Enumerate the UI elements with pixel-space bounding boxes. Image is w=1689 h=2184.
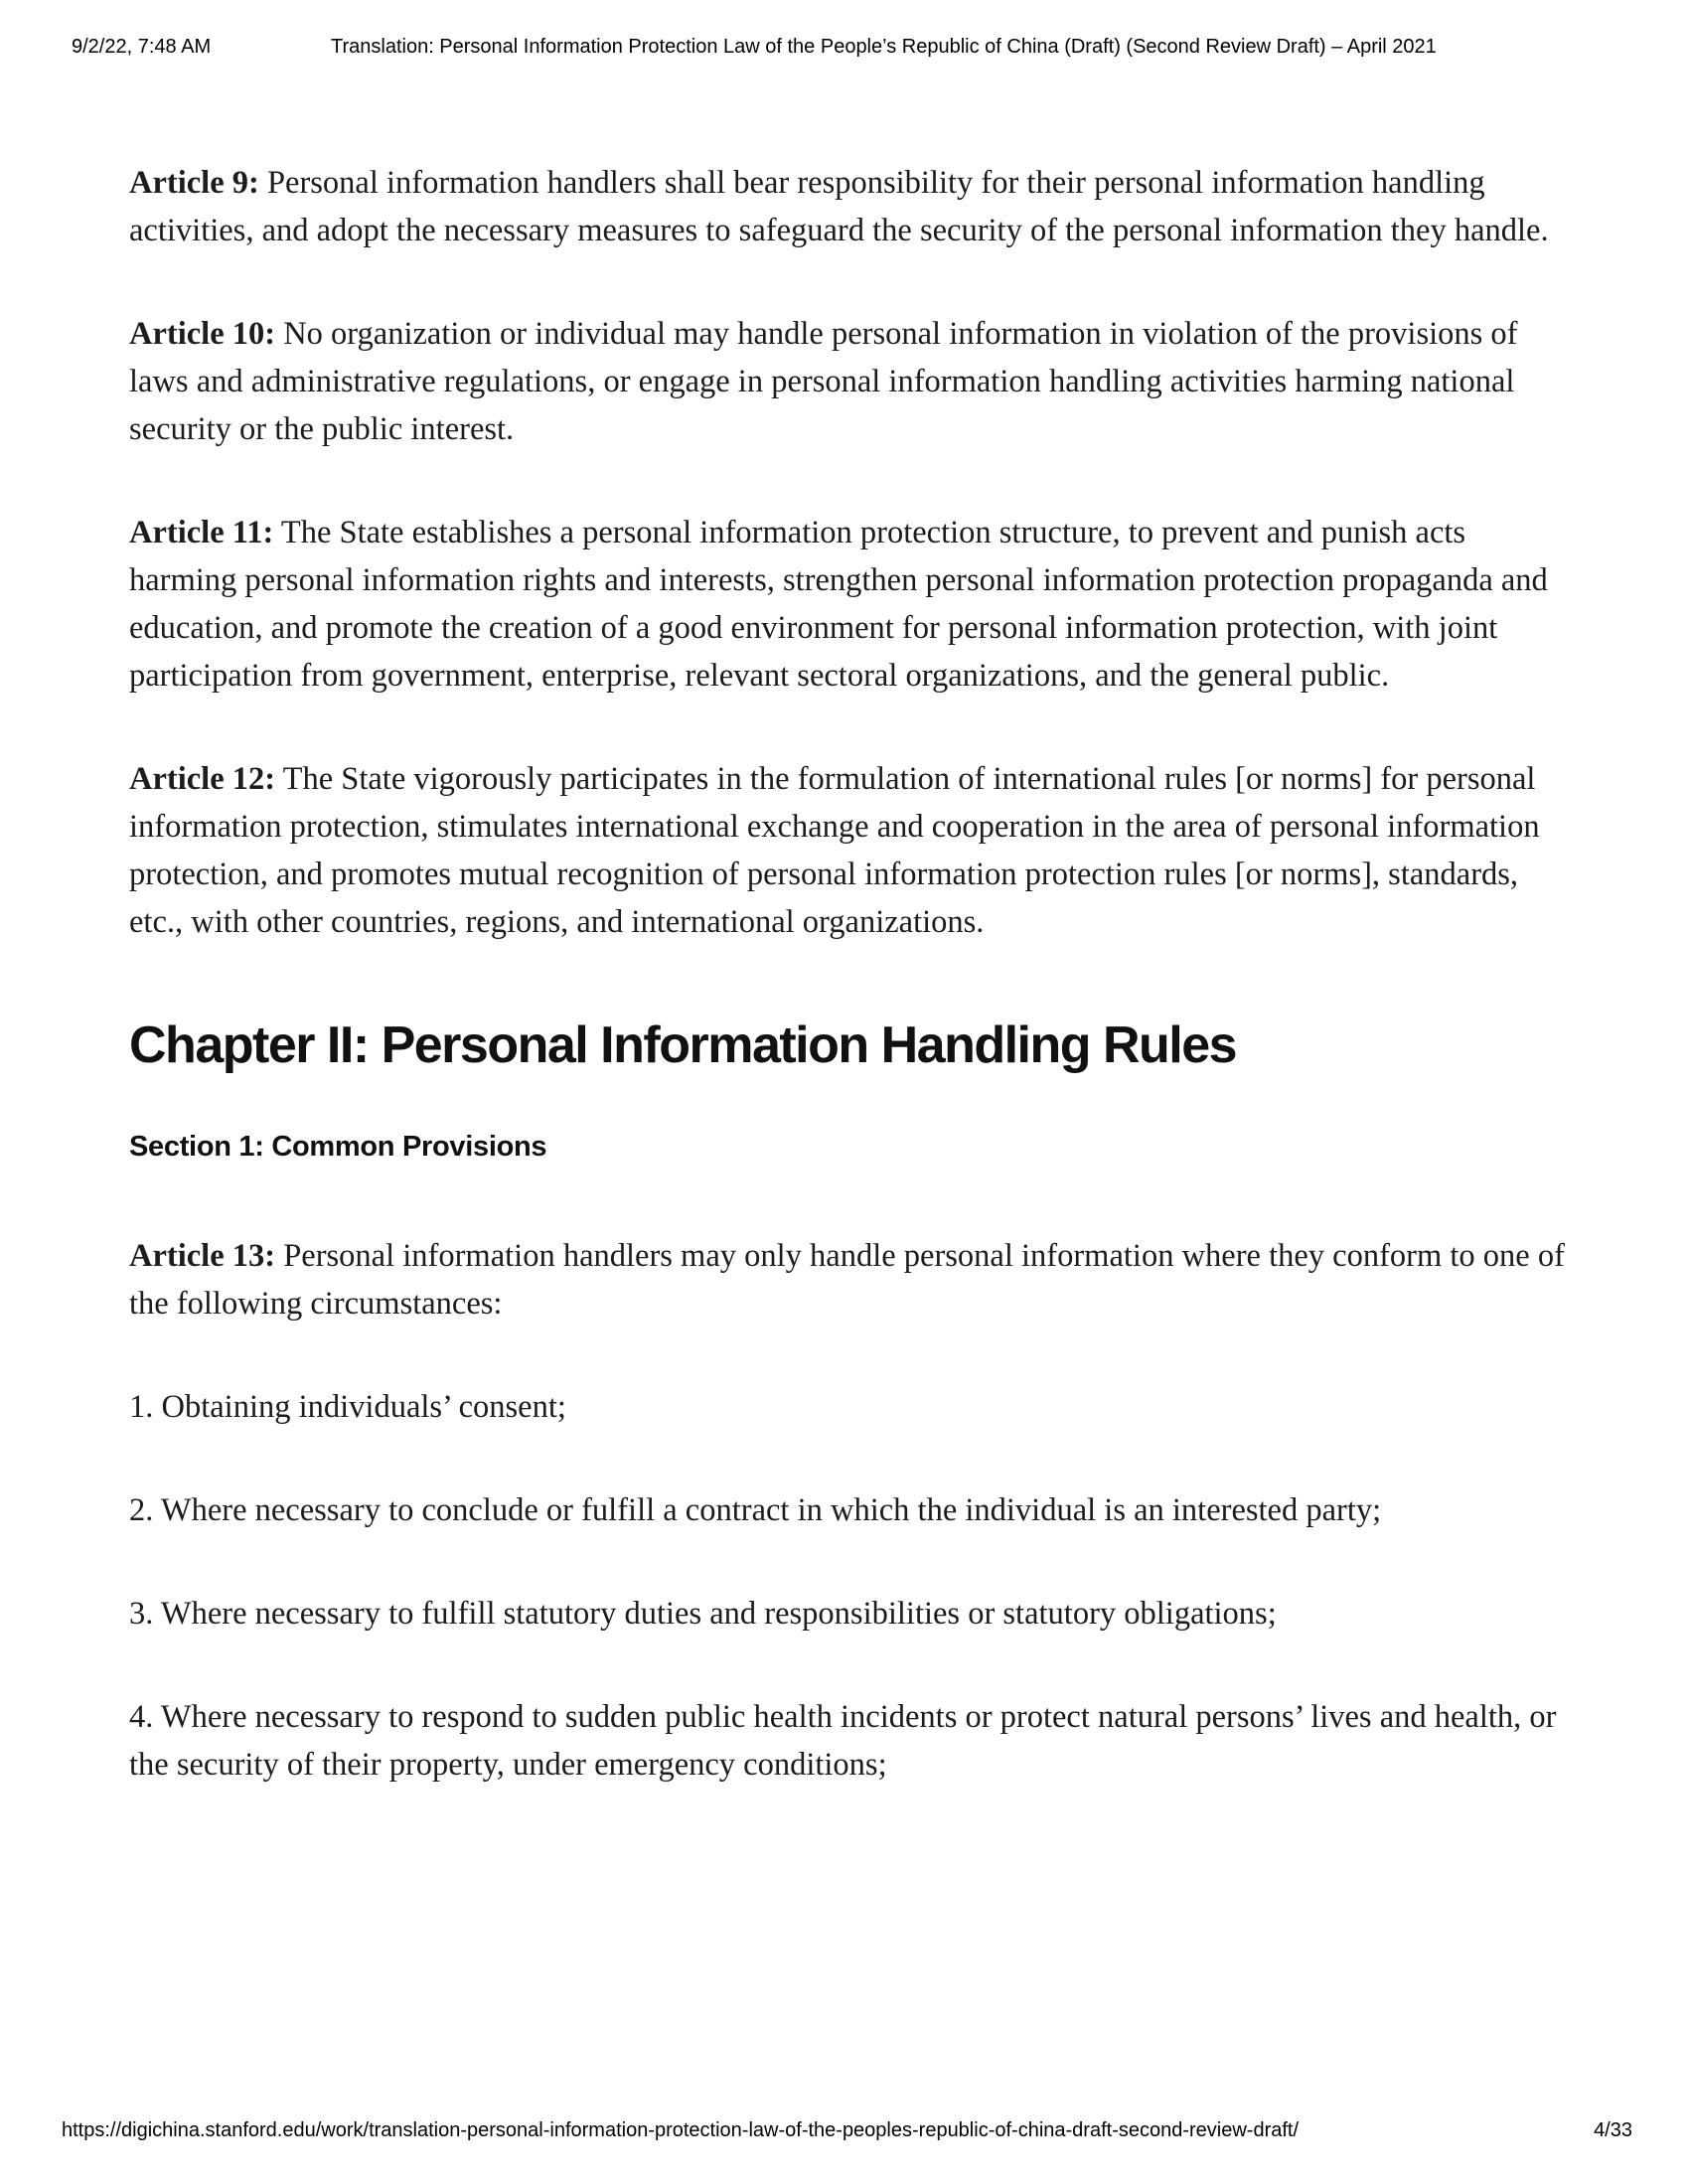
list-item-2: 2. Where necessary to conclude or fulfill a contract in which the individual is an interested party; <box>129 1492 1382 1528</box>
paragraph-article-11 <box>129 509 1572 700</box>
document-body <box>129 0 1572 1844</box>
article-9-text: Personal information handlers shall bear responsibility for their personal information handling activities, and adopt the necessary measures to safeguard the security of the personal information they handle. <box>129 165 1549 248</box>
section-heading: Section 1: Common Provisions <box>129 1131 547 1163</box>
paragraph-article-12 <box>129 755 1572 946</box>
paragraph-article-10 <box>129 310 1572 453</box>
print-timestamp: 9/2/22, 7:48 AM <box>72 36 212 58</box>
article-13-text: Personal information handlers may only handle personal information where they conform to one of the following circumstances: <box>129 1238 1565 1322</box>
print-title: Translation: Personal Information Protection Law of the People’s Republic of China (Draft) (Second Review Draft) – April 2021 <box>331 36 1437 58</box>
article-10-text: No organization or individual may handle personal information in violation of the provisions of laws and administrative regulations, or engage in personal information handling activities harming national security or the public interest. <box>129 316 1518 447</box>
paragraph-article-13 <box>129 1232 1572 1327</box>
article-12-label: Article 12: <box>129 761 276 797</box>
article-10-label: Article 10: <box>129 316 276 352</box>
article-9-label: Article 9: <box>129 165 259 201</box>
print-footer <box>62 2117 1632 2143</box>
list-item-4: 4. Where necessary to respond to sudden public health incidents or protect natural persons’ lives and health, or the security of their property, under emergency conditions; <box>129 1699 1557 1783</box>
print-url: https://digichina.stanford.edu/work/translation-personal-information-protection-law-of-the-peoples-republic-of-china-draft-second-review-draft/ <box>62 2119 1300 2141</box>
list-item-1: 1. Obtaining individuals’ consent; <box>129 1389 566 1425</box>
list-item-3: 3. Where necessary to fulfill statutory duties and responsibilities or statutory obligations; <box>129 1596 1277 1632</box>
article-13-label: Article 13: <box>129 1238 276 1274</box>
page-indicator: 4/33 <box>1594 2119 1632 2141</box>
article-11-text: The State establishes a personal information protection structure, to prevent and punish acts harming personal information rights and interests, strengthen personal information protection propaganda and education, and promote the creation of a good environment for personal information protection, with joint participation from government, enterprise, relevant sectoral organizations, and the general public. <box>129 515 1548 694</box>
paragraph-article-9 <box>129 159 1572 254</box>
chapter-heading: Chapter II: Personal Information Handling Rules <box>129 1016 1237 1074</box>
article-12-text: The State vigorously participates in the formulation of international rules [or norms] for personal information protection, stimulates international exchange and cooperation in the area of personal information protection, and promotes mutual recognition of personal information protection rules [or norms], standards, etc., with other countries, regions, and international organizations. <box>129 761 1540 940</box>
article-11-label: Article 11: <box>129 515 274 550</box>
